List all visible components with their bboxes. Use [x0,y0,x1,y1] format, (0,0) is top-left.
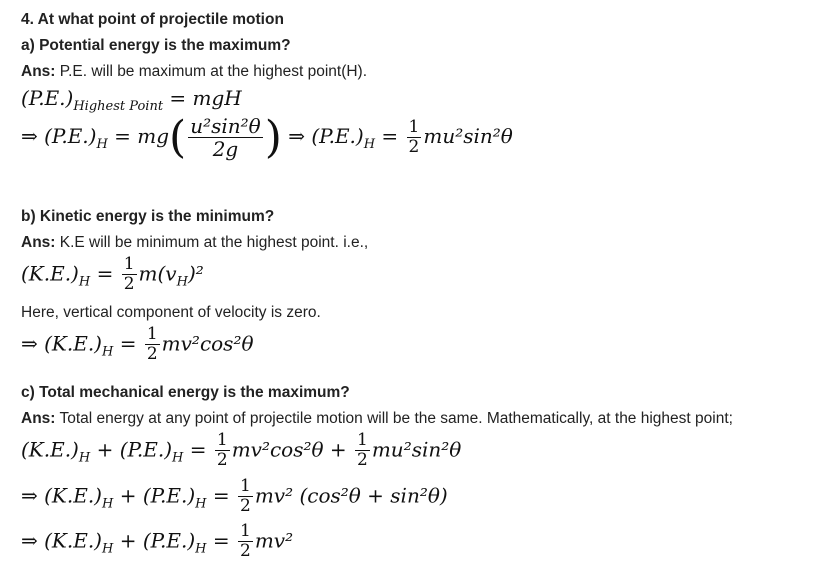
part-b-eq1: $(K.E.)_H$ = $\frac{1}{2}$ $m(v_H)^2$ [21,254,204,294]
ans-text: Total energy at any point of projectile motion will be the same. Mathematically, at the highest point; [55,410,733,427]
part-a-answer [21,63,367,81]
part-b-eq2: ⇒ $(K.E.)_H$ = $\frac{1}{2}$ mv²cos²θ [21,324,254,364]
part-a-heading: a) Potential energy is the maximum? [21,37,291,54]
part-a-eq2: ⇒ $(P.E.)_H = mg$( $\frac{\text{u²sin²θ}}{2g}$ ) ⇒ $(P.E.)_H$ = $\frac{1}{2}$ mu²sin²θ [21,112,513,163]
ans-label: Ans: [21,234,56,251]
part-b-note: Here, vertical component of velocity is zero. [21,304,321,321]
part-c-answer [21,410,733,428]
ans-label: Ans: [21,410,56,427]
part-a-eq1: $(P.E.)_{Highest Point}$ = mgH [21,86,242,114]
ans-text: K.E will be minimum at the highest point. i.e., [55,234,369,251]
question-title: 4. At what point of projectile motion [21,11,284,28]
ans-text: P.E. will be maximum at the highest point(H). [55,63,368,80]
part-c-eq3: ⇒ $(K.E.)_H + (P.E.)_H$ = $\frac{1}{2}$ mv² [21,521,294,561]
part-c-heading: c) Total mechanical energy is the maximum? [21,384,350,401]
ans-label: Ans: [21,63,56,80]
part-c-eq1: $(K.E.)_H + (P.E.)_H$ = $\frac{1}{2}$ mv²cos²θ + $\frac{1}{2}$ mu²sin²θ [21,430,462,470]
part-b-heading: b) Kinetic energy is the minimum? [21,208,275,225]
part-b-answer [21,234,368,252]
part-c-eq2: ⇒ $(K.E.)_H + (P.E.)_H$ = $\frac{1}{2}$ mv² (cos²θ + sin²θ) [21,476,448,516]
